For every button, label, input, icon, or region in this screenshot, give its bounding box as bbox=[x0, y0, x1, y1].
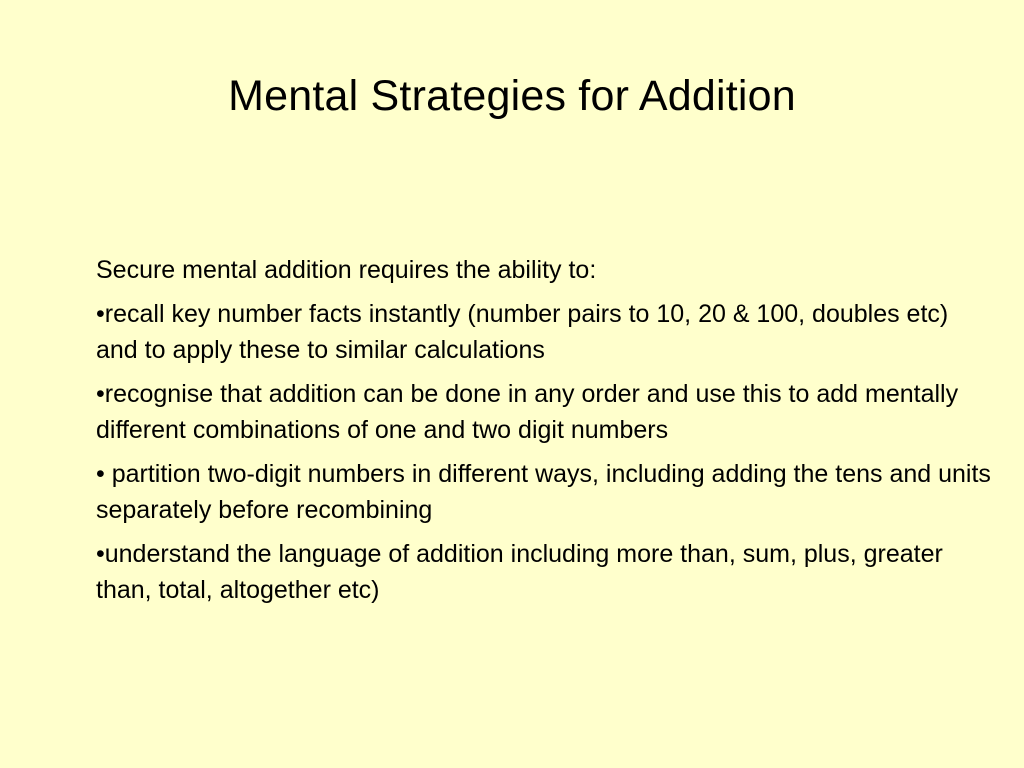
bullet-item-any-order: •recognise that addition can be done in any order and use this to add mentally different combinations of one and two digit numbers bbox=[96, 380, 959, 444]
bullet-item-language: •understand the language of addition including more than, sum, plus, greater than, total, altogether etc) bbox=[96, 540, 943, 604]
slide-content bbox=[96, 252, 996, 616]
slide-title: Mental Strategies for Addition bbox=[228, 72, 796, 120]
bullet-list bbox=[96, 296, 996, 608]
intro-text: Secure mental addition requires the ability to: bbox=[96, 256, 597, 284]
bullet-item-recall-facts: •recall key number facts instantly (number pairs to 10, 20 & 100, doubles etc) and to apply these to similar calculations bbox=[96, 300, 949, 364]
bullet-item-partition: • partition two-digit numbers in different ways, including adding the tens and units separately before recombining bbox=[96, 460, 991, 524]
